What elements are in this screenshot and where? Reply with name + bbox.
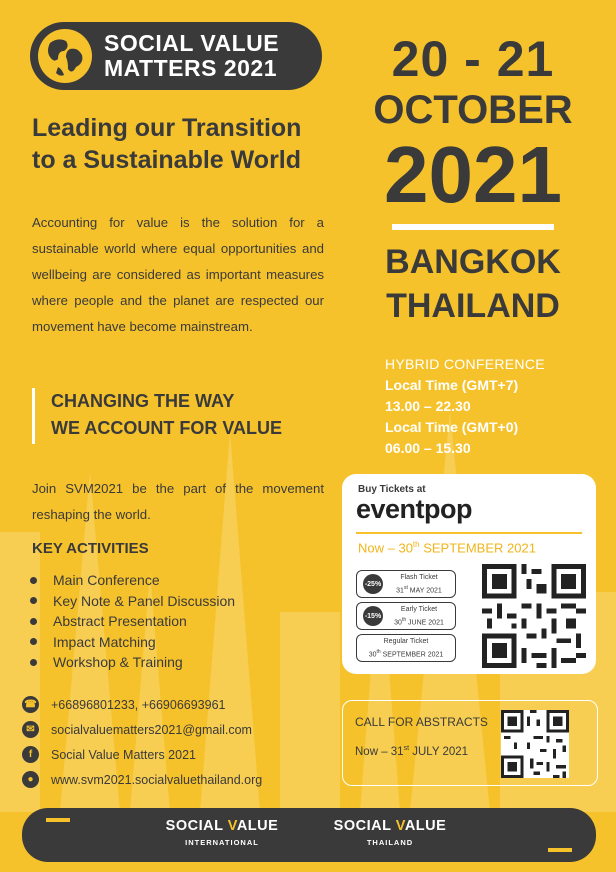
local-time-1-label: Local Time (GMT+7) <box>385 377 519 393</box>
list-item: Abstract Presentation <box>30 611 235 632</box>
facebook-icon: f <box>22 746 39 763</box>
hybrid-conference-info <box>385 354 585 459</box>
bullet-icon <box>30 577 37 584</box>
list-item: Key Note & Panel Discussion <box>30 591 235 612</box>
bullet-icon <box>30 638 37 645</box>
brand-divider <box>356 532 582 534</box>
list-item: Impact Matching <box>30 632 235 653</box>
web-globe-icon: ● <box>22 771 39 788</box>
date-year: 2021 <box>384 130 562 219</box>
discount-badge: -15% <box>363 606 383 626</box>
headline-line-2: to a Sustainable World <box>32 146 302 174</box>
bullet-icon <box>30 659 37 666</box>
footer-bar <box>22 808 596 862</box>
tagline <box>32 388 282 444</box>
event-country: THAILAND <box>386 287 560 325</box>
flash-ticket: -25% Flash Ticket 31st MAY 2021 <box>356 570 456 598</box>
logo-line-1: SOCIAL VALUE <box>104 30 280 56</box>
bullet-icon <box>30 597 37 604</box>
event-date-location <box>358 30 588 328</box>
logo-line-2: MATTERS 2021 <box>104 55 278 81</box>
footer-accent-right <box>548 848 572 852</box>
headline <box>32 112 362 176</box>
headline-line-1: Leading our Transition <box>32 114 302 142</box>
key-activities-title: KEY ACTIVITIES <box>32 540 149 557</box>
contact-website[interactable]: ● www.svm2021.socialvaluethailand.org <box>22 767 262 792</box>
buy-tickets-label: Buy Tickets at <box>358 484 426 495</box>
phone-icon: ☎ <box>22 696 39 713</box>
key-activities-list <box>30 570 235 673</box>
bullet-icon <box>30 618 37 625</box>
date-range: 20 - 21 <box>391 31 555 87</box>
logo-social-value-thailand[interactable]: SOCIAL VALUE THAILAND <box>333 818 447 847</box>
mail-icon: ✉ <box>22 721 39 738</box>
discount-badge: -25% <box>363 574 383 594</box>
event-logo <box>30 22 322 90</box>
event-city: BANGKOK <box>385 243 561 281</box>
call-for-abstracts-card <box>342 700 598 786</box>
ticket-qr-code[interactable] <box>482 564 586 668</box>
local-time-1-value: 13.00 – 22.30 <box>385 398 471 414</box>
regular-ticket: Regular Ticket 30th SEPTEMBER 2021 <box>356 634 456 662</box>
contact-list <box>22 692 262 792</box>
date-month: OCTOBER <box>373 88 573 132</box>
eventpop-logo[interactable]: eventpop <box>356 494 473 524</box>
intro-paragraph: Accounting for value is the solution for a sustainable world where equal opportunities and wellbeing are considered as important measures where people and the planet are respected our movement have become mainstream. <box>32 215 324 334</box>
globe-icon <box>36 27 94 85</box>
contact-facebook[interactable]: f Social Value Matters 2021 <box>22 742 262 767</box>
list-item: Workshop & Training <box>30 652 235 673</box>
hybrid-title: HYBRID CONFERENCE <box>385 356 545 372</box>
footer-accent-left <box>46 818 70 822</box>
ticket-sale-period: Now – 30th SEPTEMBER 2021 <box>358 540 536 556</box>
abstracts-qr-code[interactable] <box>501 710 569 778</box>
tagline-line-1: CHANGING THE WAY <box>51 391 235 411</box>
join-paragraph: Join SVM2021 be the part of the movement reshaping the world. <box>32 481 324 522</box>
ticket-card <box>342 474 596 674</box>
local-time-2-label: Local Time (GMT+0) <box>385 419 519 435</box>
abstracts-deadline: Now – 31st JULY 2021 <box>355 745 469 758</box>
early-ticket: -15% Early Ticket 30th JUNE 2021 <box>356 602 456 630</box>
local-time-2-value: 06.00 – 15.30 <box>385 440 471 456</box>
contact-email[interactable]: ✉ socialvaluematters2021@gmail.com <box>22 717 262 742</box>
date-divider <box>392 224 554 230</box>
list-item: Main Conference <box>30 570 235 591</box>
contact-phone[interactable]: ☎ +66896801233, +66906693961 <box>22 692 262 717</box>
tagline-line-2: WE ACCOUNT FOR VALUE <box>51 418 282 438</box>
call-for-abstracts-title: CALL FOR ABSTRACTS <box>355 715 488 729</box>
logo-social-value-international[interactable]: SOCIAL VALUE INTERNATIONAL <box>165 818 279 847</box>
